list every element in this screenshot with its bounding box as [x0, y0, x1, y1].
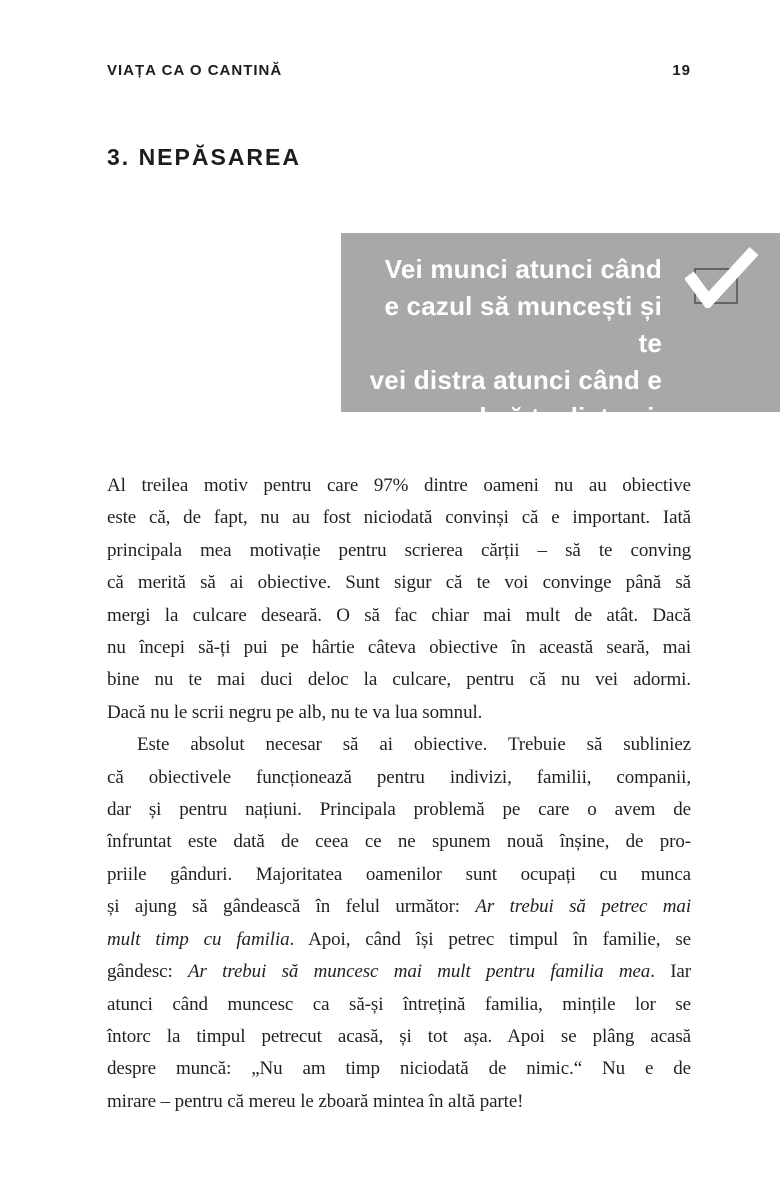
body-line: nu începi să-ți pui pe hârtie câteva obiective în această seară, mai [107, 637, 691, 659]
pull-quote-line: e cazul să muncești și te [384, 291, 662, 358]
chapter-title: 3. NEPĂSAREA [107, 144, 301, 170]
body-line: gândesc: Ar trebui să muncesc mai mult pentru familia mea. Iar [107, 961, 691, 983]
pull-quote-line: vei distra atunci când e [369, 365, 662, 395]
page-number: 19 [672, 62, 691, 79]
body-line: întorc la timpul petrecut acasă, și tot așa. Apoi se plâng acasă [107, 1025, 691, 1047]
pull-quote-line: cazul să te distrezi. [420, 402, 662, 432]
pull-quote-box [341, 233, 780, 432]
body-line: bine nu te mai duci deloc la culcare, pentru că nu vei adormi. [107, 669, 691, 691]
body-text [107, 470, 691, 1118]
body-line: Dacă nu le scrii negru pe alb, nu te va lua somnul. [107, 701, 483, 723]
running-header [107, 62, 691, 79]
pull-quote-text [361, 251, 662, 436]
body-line: Este absolut necesar să ai obiective. Trebuie să subliniez [137, 734, 691, 756]
body-line: mergi la culcare deseară. O să fac chiar mai mult de atât. Dacă [107, 604, 691, 626]
checkbox-checked-icon [685, 246, 758, 308]
body-line: atunci când muncesc ca să-și întrețină familia, mințile lor se [107, 993, 691, 1015]
body-line: mult timp cu familia. Apoi, când își petrec timpul în familie, se [107, 928, 691, 950]
body-line: că obiectivele funcționează pentru indivizi, familii, companii, [107, 766, 691, 788]
body-line: despre muncă: „Nu am timp niciodată de nimic.“ Nu e de [107, 1058, 691, 1080]
body-line: că merită să ai obiective. Sunt sigur că te voi convinge până să [107, 572, 691, 594]
body-line: priile gânduri. Majoritatea oamenilor sunt ocupați cu munca [107, 863, 691, 885]
body-line: înfruntat este dată de ceea ce ne spunem nouă înșine, de pro- [107, 831, 691, 853]
body-line: mirare – pentru că mereu le zboară mintea în altă parte! [107, 1090, 524, 1112]
body-line: principala mea motivație pentru scrierea cărții – să te conving [107, 539, 691, 561]
body-line: Al treilea motiv pentru care 97% dintre oameni nu au obiective [107, 475, 691, 496]
running-header-title: VIAȚA CA O CANTINĂ [107, 62, 283, 79]
body-line: și ajung să gândească în felul următor: Ar trebui să petrec mai [107, 896, 692, 918]
body-line: dar și pentru națiuni. Principala problemă pe care o avem de [107, 799, 691, 821]
pull-quote-line: Vei munci atunci când [384, 254, 662, 284]
body-line: este că, de fapt, nu au fost niciodată convinși că e important. Iată [107, 507, 691, 529]
